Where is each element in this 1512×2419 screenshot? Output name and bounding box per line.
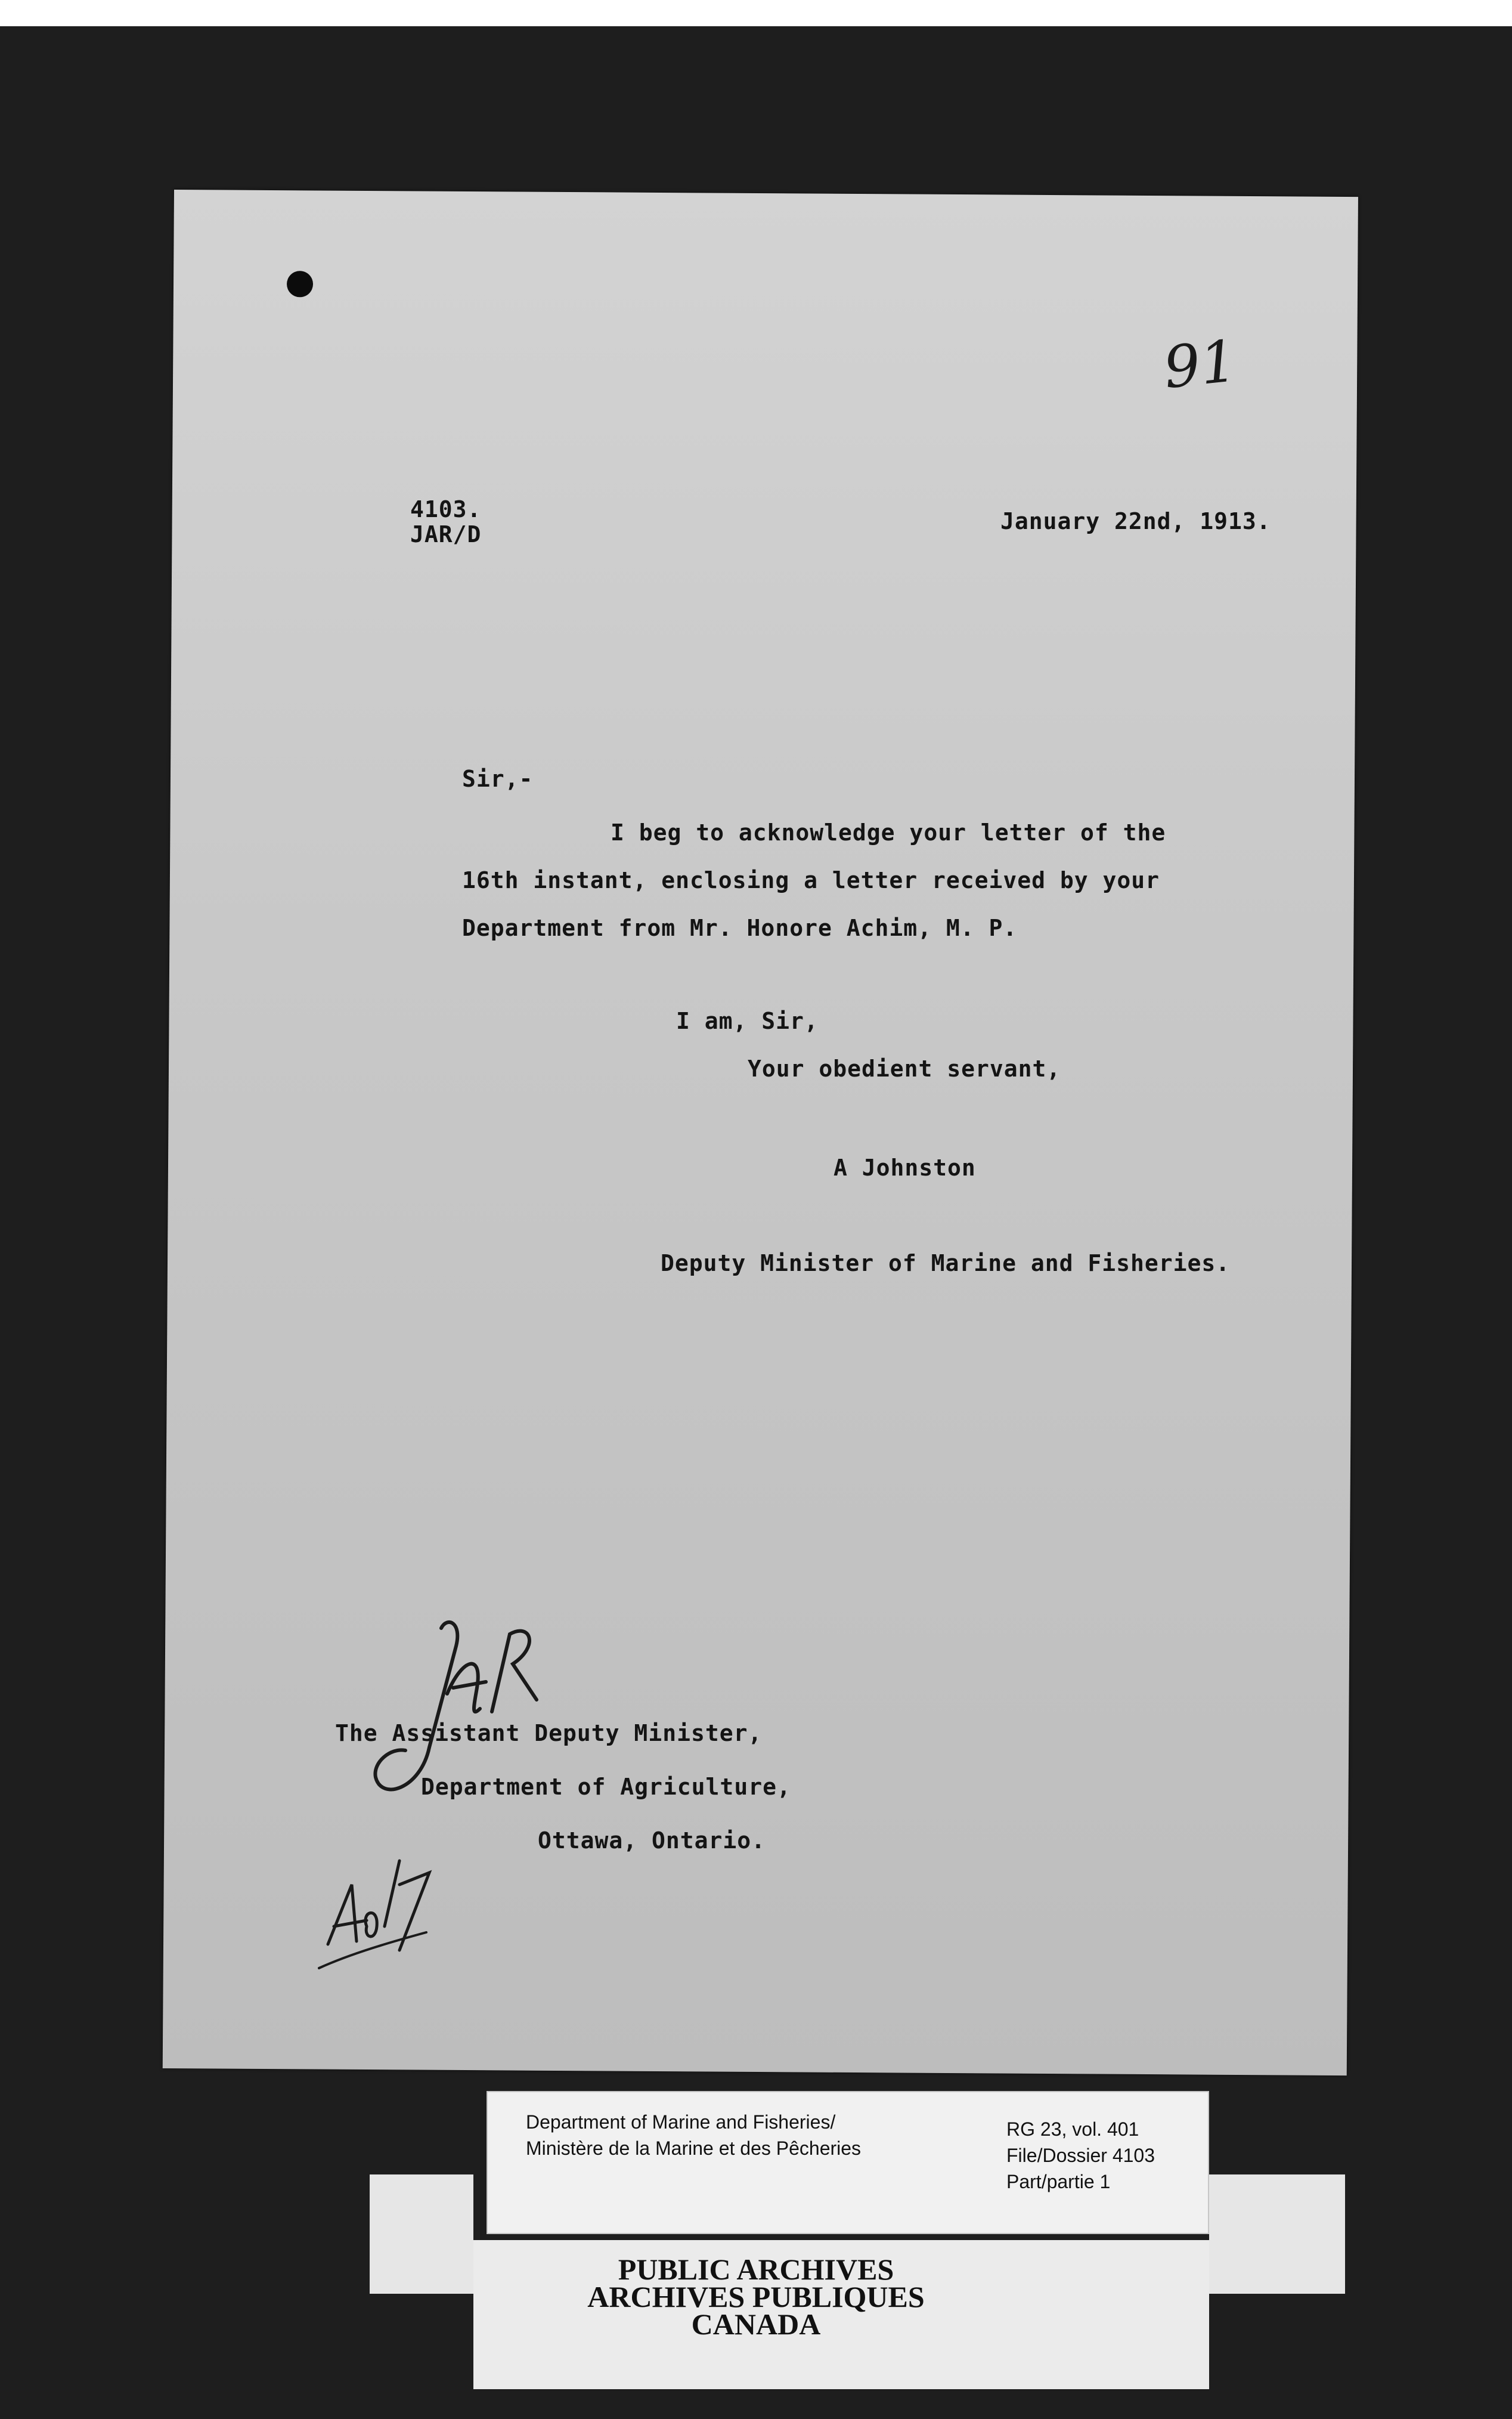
body-line: I beg to acknowledge your letter of the xyxy=(611,819,1166,846)
body-line: Department from Mr. Honore Achim, M. P. xyxy=(462,915,1018,941)
record-group: RG 23, vol. 401 xyxy=(1006,2118,1139,2140)
file-reference: JAR/D xyxy=(410,521,482,547)
address-line: Ottawa, Ontario. xyxy=(538,1827,766,1854)
initials-text xyxy=(0,0,1,1)
salutation: Sir,- xyxy=(462,766,534,792)
department-english: Department of Marine and Fisheries/ xyxy=(526,2111,836,2133)
closing-line: I am, Sir, xyxy=(676,1008,819,1034)
archives-line-country: CANADA xyxy=(691,2307,821,2341)
folio-number: 91 xyxy=(1160,327,1240,402)
closing-line: Your obedient servant, xyxy=(748,1056,1061,1082)
handwritten-file-note xyxy=(310,1837,441,1980)
signer-title: Deputy Minister of Marine and Fisheries. xyxy=(661,1250,1231,1276)
archives-line-english: PUBLIC ARCHIVES xyxy=(618,2253,894,2286)
body-line: 16th instant, enclosing a letter received by your xyxy=(462,867,1160,893)
address-line: Department of Agriculture, xyxy=(421,1774,791,1800)
part-partie: Part/partie 1 xyxy=(1006,2171,1111,2192)
file-number: 4103. xyxy=(410,496,482,522)
punch-hole xyxy=(287,271,313,297)
handwritten-initials-signature xyxy=(358,1610,549,1807)
signer-name: A Johnston xyxy=(834,1155,976,1181)
address-line: The Assistant Deputy Minister, xyxy=(335,1720,763,1746)
archives-line-french: ARCHIVES PUBLIQUES xyxy=(587,2280,925,2313)
note-text xyxy=(0,0,1,1)
letter-date: January 22nd, 1913. xyxy=(1000,508,1271,534)
file-dossier: File/Dossier 4103 xyxy=(1006,2145,1155,2166)
department-french: Ministère de la Marine et des Pêcheries xyxy=(526,2137,862,2159)
